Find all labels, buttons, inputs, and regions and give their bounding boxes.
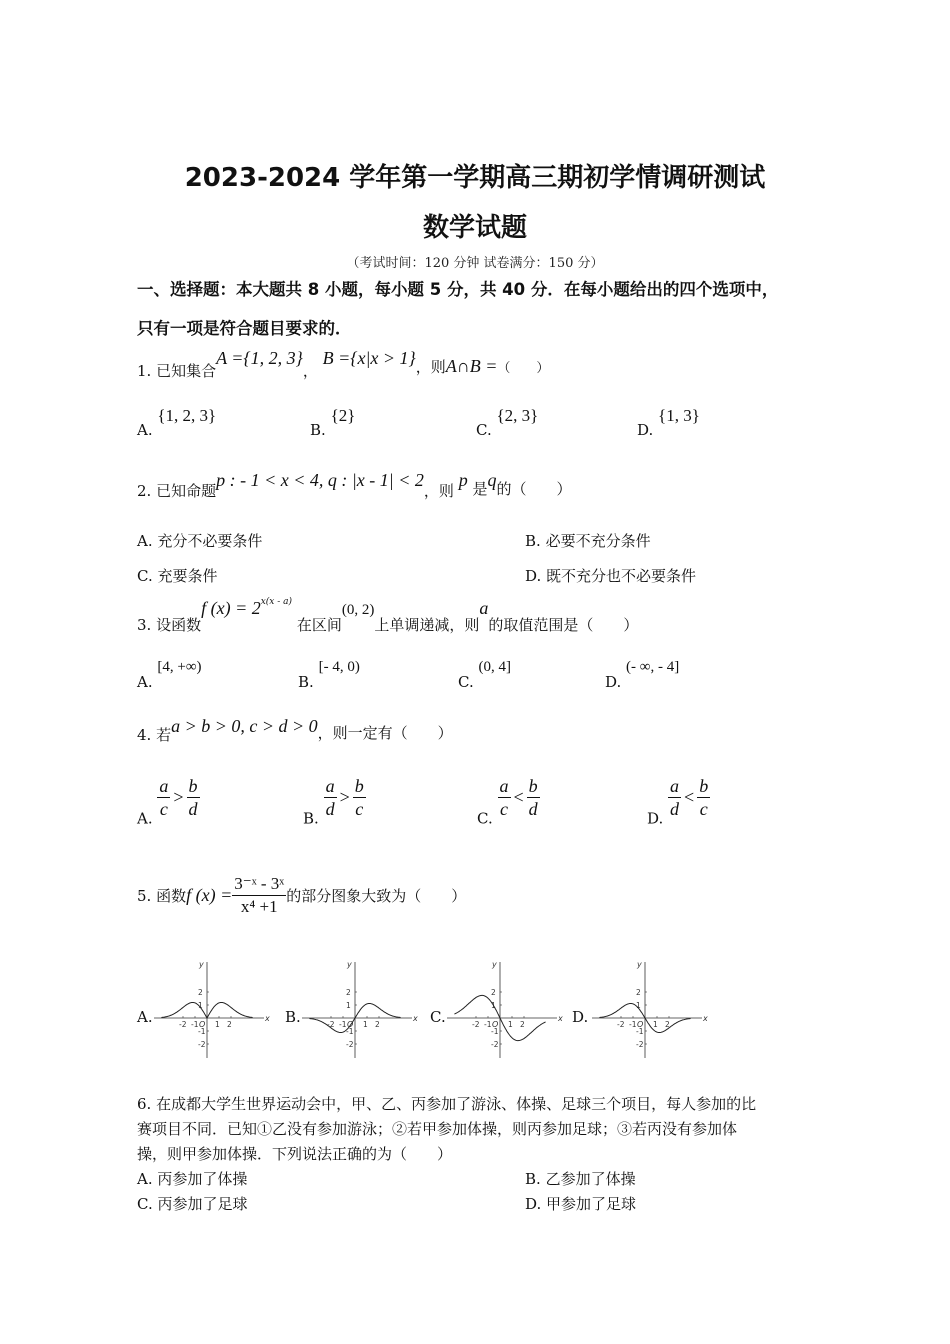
q3-prefix: 3. 设函数 [137, 616, 202, 634]
q6-option-d [525, 1193, 636, 1214]
frac-denominator: d [670, 799, 680, 819]
q3-option-d [605, 657, 679, 691]
option-label: C. [477, 809, 493, 828]
q1-mid: ，则 [415, 358, 446, 376]
q2-mid: ，则 [423, 482, 454, 500]
q5-numerator: 3⁻ˣ - 3ˣ [232, 873, 286, 896]
frac-denominator: d [528, 799, 538, 819]
y-tick-label: -2 [636, 1040, 644, 1049]
option-text: 充要条件 [157, 567, 218, 585]
option-math: {2, 3} [496, 406, 539, 425]
option-math: [4, +∞) [157, 659, 202, 675]
q1-set-b: B ={x|x > 1} [322, 348, 416, 368]
y-tick-label: 1 [198, 1001, 203, 1010]
frac-numerator: a [325, 776, 335, 796]
y-tick-label: -2 [491, 1040, 499, 1049]
frac-denominator: c [699, 799, 708, 819]
y-tick-label: -1 [491, 1027, 499, 1036]
q5-option-a-label: A. [137, 1008, 153, 1026]
x-tick-label: -2 [617, 1020, 625, 1029]
option-math: (- ∞, - 4] [626, 659, 680, 675]
y-tick-label: 2 [198, 988, 203, 997]
option-text: 甲参加了足球 [546, 1195, 637, 1213]
question-6-line1: 6. 在成都大学生世界运动会中，甲、乙、丙参加了游泳、体操、足球三个项目，每人参加的比 [137, 1095, 757, 1113]
page-subtitle: 数学试题 [422, 213, 527, 243]
q6-option-b [525, 1168, 636, 1189]
x-tick-label: 2 [665, 1020, 670, 1029]
option-math: {2} [330, 406, 356, 425]
q4-math: a > b > 0, c > d > 0 [171, 716, 318, 736]
option-math: (0, 4] [478, 659, 511, 675]
q2-tail: 的（ ） [496, 480, 572, 498]
x-tick-label: 2 [520, 1020, 525, 1029]
q4-option-b [303, 775, 366, 828]
option-label: D. [525, 567, 542, 585]
option-math: {1, 2, 3} [157, 406, 217, 425]
option-label: A. [137, 673, 153, 691]
option-label: B. [303, 809, 319, 828]
y-tick-label: -1 [636, 1027, 644, 1036]
x-tick-label: 2 [375, 1020, 380, 1029]
option-label: C. [458, 673, 474, 691]
q2-p: p [458, 470, 468, 490]
q2-option-a [137, 530, 262, 551]
q2-math: p : - 1 < x < 4, q : |x - 1| < 2 [216, 470, 424, 490]
x-axis-label: x [703, 1014, 708, 1023]
origin-label: O [637, 1020, 644, 1029]
question-2 [137, 470, 572, 501]
option-label: A. [137, 532, 153, 550]
q3-option-a [137, 657, 202, 691]
y-tick-label: 2 [636, 988, 641, 997]
option-label: A. [137, 1170, 153, 1188]
y-axis-label: y [492, 960, 497, 969]
q1-option-c [476, 406, 538, 439]
x-tick-label: -2 [327, 1020, 335, 1029]
comparison-op: > [173, 787, 184, 807]
x-axis-label: x [558, 1014, 563, 1023]
frac-numerator: a [670, 776, 680, 796]
q5-graph-b [300, 958, 420, 1063]
q5-option-d-label: D. [572, 1008, 589, 1026]
q2-q: q [487, 470, 497, 490]
option-label: C. [137, 567, 153, 585]
option-text: 充分不必要条件 [157, 532, 263, 550]
q5-option-b-label: B. [285, 1008, 301, 1026]
q4-option-c [477, 775, 540, 828]
comparison-op: < [513, 787, 524, 807]
option-label: D. [525, 1195, 542, 1213]
frac-numerator: b [354, 776, 364, 796]
x-tick-label: -1 [629, 1020, 637, 1029]
option-label: C. [476, 421, 492, 439]
q5-option-c-label: C. [430, 1008, 446, 1026]
section-heading-line1: 一、选择题：本大题共 8 小题，每小题 5 分，共 40 分．在每小题给出的四个选项中， [137, 280, 779, 299]
y-tick-label: 1 [636, 1001, 641, 1010]
x-tick-label: 1 [508, 1020, 513, 1029]
y-tick-label: 2 [346, 988, 351, 997]
frac-numerator: a [499, 776, 509, 796]
q1-prefix: 1. 已知集合 [137, 362, 217, 380]
question-1 [137, 348, 549, 381]
option-math: [- 4, 0) [318, 659, 360, 675]
x-tick-label: 1 [215, 1020, 220, 1029]
q3-func: f (x) = 2 [201, 598, 261, 618]
q1-tail: （ ） [497, 361, 550, 376]
q3-interval: (0, 2) [341, 602, 375, 618]
frac-numerator: b [188, 776, 198, 796]
q3-option-b [298, 657, 360, 691]
q5-denominator: x⁴ +1 [240, 897, 278, 916]
option-math: {1, 3} [658, 406, 700, 425]
q3-tail: 的取值范围是（ ） [488, 616, 639, 634]
option-label: B. [310, 421, 326, 439]
q5-func: f (x) = [186, 885, 233, 905]
x-tick-label: -2 [472, 1020, 480, 1029]
y-tick-label: -2 [198, 1040, 206, 1049]
y-axis-label: y [637, 960, 642, 969]
q2-prefix: 2. 已知命题 [137, 482, 217, 500]
q5-prefix: 5. 函数 [137, 887, 187, 905]
q6-option-c [137, 1193, 248, 1214]
q2-option-c [137, 565, 218, 586]
option-text: 丙参加了足球 [157, 1195, 248, 1213]
frac-denominator: d [188, 799, 198, 819]
q1-option-a [137, 406, 216, 439]
q1-expr: A∩B = [445, 356, 498, 376]
option-label: B. [298, 673, 314, 691]
frac-denominator: c [159, 799, 168, 819]
option-label: D. [637, 421, 654, 439]
q3-var: a [479, 598, 489, 618]
frac-numerator: a [159, 776, 169, 796]
q2-is: 是 [472, 480, 488, 498]
q1-sep: ， [302, 362, 318, 380]
y-tick-label: 1 [491, 1001, 496, 1010]
x-tick-label: 1 [363, 1020, 368, 1029]
exam-info: （考试时间：120 分钟 试卷满分：150 分） [346, 256, 604, 271]
q5-graph-d [590, 958, 710, 1063]
section-heading-line2: 只有一项是符合题目要求的． [137, 319, 352, 338]
q4-tail: ，则一定有（ ） [317, 724, 453, 742]
question-5 [137, 873, 466, 918]
option-label: A. [137, 809, 153, 828]
y-tick-label: -1 [198, 1027, 206, 1036]
q6-option-a [137, 1168, 247, 1189]
q4-option-a [137, 775, 200, 828]
frac-denominator: c [500, 799, 508, 819]
q1-set-a: A ={1, 2, 3} [216, 348, 303, 368]
frac-denominator: c [355, 799, 364, 819]
y-axis-label: y [347, 960, 352, 969]
y-axis-label: y [199, 960, 204, 969]
comparison-op: < [684, 787, 695, 807]
option-label: A. [137, 421, 153, 439]
x-tick-label: -1 [339, 1020, 347, 1029]
x-axis-label: x [413, 1014, 418, 1023]
option-text: 必要不充分条件 [545, 532, 651, 550]
frac-denominator: d [325, 799, 335, 819]
option-text: 既不充分也不必要条件 [546, 567, 697, 585]
option-label: B. [525, 532, 541, 550]
q3-option-c [458, 657, 511, 691]
q5-graph-a [152, 958, 272, 1063]
question-4 [137, 716, 453, 745]
q5-tail: 的部分图象大致为（ ） [286, 887, 467, 905]
x-tick-label: -1 [191, 1020, 199, 1029]
frac-numerator: b [699, 776, 709, 796]
y-tick-label: 2 [491, 988, 496, 997]
origin-label: O [347, 1020, 354, 1029]
q2-option-d [525, 565, 696, 586]
q4-prefix: 4. 若 [137, 726, 172, 744]
option-label: C. [137, 1195, 153, 1213]
question-6-line3: 操，则甲参加体操．下列说法正确的为（ ） [137, 1145, 453, 1163]
x-tick-label: -1 [484, 1020, 492, 1029]
x-axis-label: x [265, 1014, 270, 1023]
y-tick-label: -1 [346, 1027, 354, 1036]
q3-interval-text: 在区间 [296, 616, 342, 634]
option-label: D. [647, 809, 664, 828]
y-tick-label: 1 [346, 1001, 351, 1010]
question-3 [137, 597, 638, 635]
page-title: 2023-2024 学年第一学期高三期初学情调研测试 [184, 163, 766, 193]
option-text: 乙参加了体操 [545, 1170, 636, 1188]
origin-label: O [492, 1020, 499, 1029]
q3-exponent: x(x - a) [260, 597, 293, 607]
q5-graph-c [445, 958, 565, 1063]
comparison-op: > [339, 787, 350, 807]
x-tick-label: 2 [227, 1020, 232, 1029]
y-tick-label: -2 [346, 1040, 354, 1049]
q4-option-d [647, 775, 710, 828]
question-6-line2: 赛项目不同．已知①乙没有参加游泳；②若甲参加体操，则丙参加足球；③若丙没有参加体 [137, 1120, 738, 1138]
q3-mid: 上单调递减，则 [374, 616, 480, 634]
q2-option-b [525, 530, 651, 551]
option-label: D. [605, 673, 622, 691]
x-tick-label: 1 [653, 1020, 658, 1029]
option-text: 丙参加了体操 [157, 1170, 248, 1188]
x-tick-label: -2 [179, 1020, 187, 1029]
q1-option-d [637, 406, 700, 439]
option-label: B. [525, 1170, 541, 1188]
q1-option-b [310, 406, 355, 439]
origin-label: O [199, 1020, 206, 1029]
frac-numerator: b [528, 776, 538, 796]
